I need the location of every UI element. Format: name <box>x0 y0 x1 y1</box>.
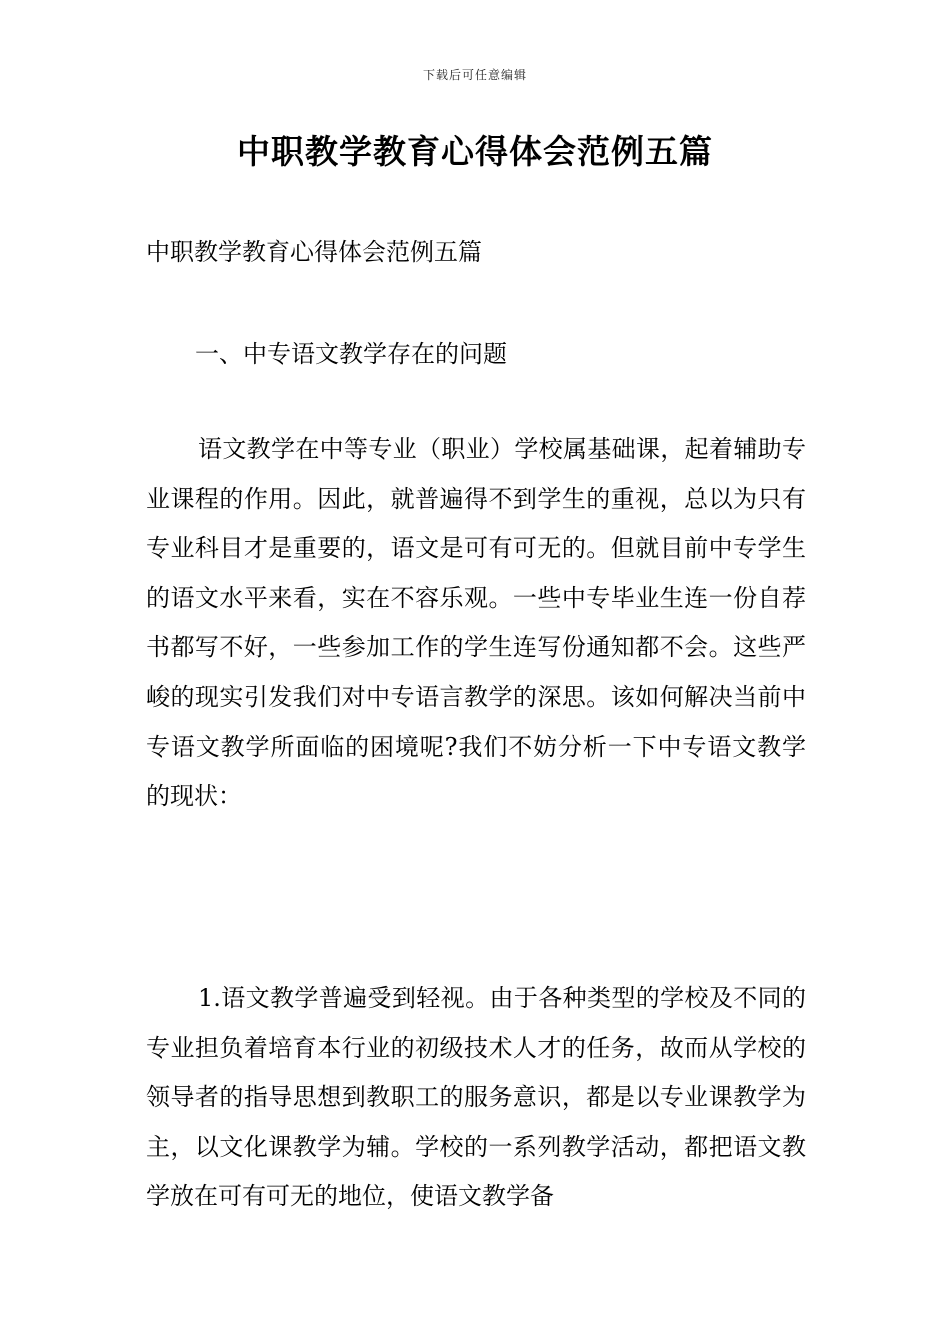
document-subtitle: 中职教学教育心得体会范例五篇 <box>146 238 482 266</box>
header-note: 下载后可任意编辑 <box>422 68 527 82</box>
document-title: 中职教学教育心得体会范例五篇 <box>237 132 713 171</box>
body-paragraph: 语文教学在中等专业（职业）学校属基础课，起着辅助专业课程的作用。因此，就普遍得不到学生的重视，总以为只有专业科目才是重要的，语文是可有可无的。但就目前中专学生的语文水平来看，实在不容乐观。一些中专毕业生连一份自荐书都写不好，一些参加工作的学生连写份通知都不会。这些严峻的现实引发我们对中专语言教学的深思。该如何解决当前中专语文教学所面临的困境呢?我们不妨分析一下中专语文教学的现状： <box>146 435 806 811</box>
body-paragraph: 1.语文教学普遍受到轻视。由于各种类型的学校及不同的专业担负着培育本行业的初级技术人才的任务，故而从学校的领导者的指导思想到教职工的服务意识，都是以专业课教学为主，以文化课教学为辅。学校的一系列教学活动，都把语文教学放在可有可无的地位，使语文教学备 <box>146 984 806 1211</box>
section-heading: 一、中专语文教学存在的问题 <box>195 340 507 368</box>
